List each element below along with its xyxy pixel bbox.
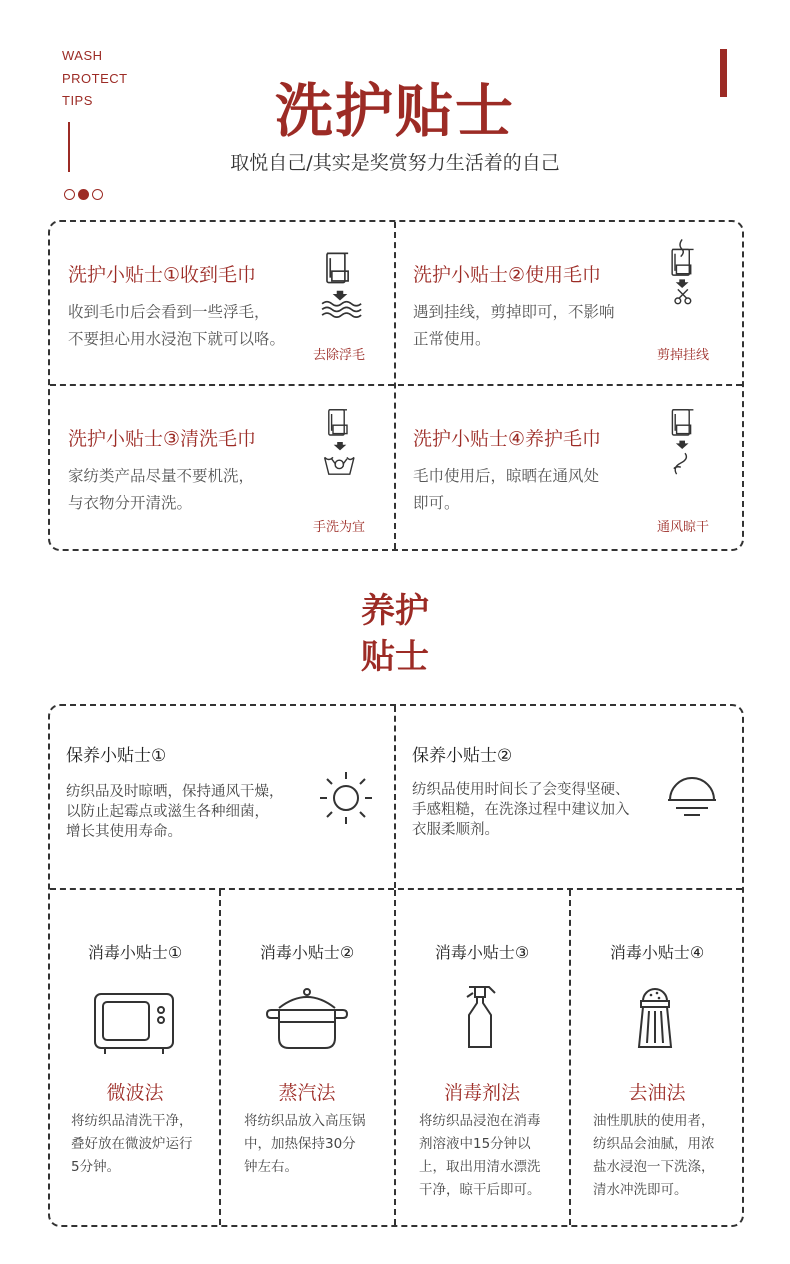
- care-divider-h: [50, 888, 742, 890]
- wash-tip-caption: 去除浮毛: [312, 348, 365, 363]
- disinfect-tip-text: 将纺织品清洗干净， 叠好放在微波炉运行 5分钟。: [71, 1113, 193, 1175]
- wash-tip-caption: 剪掉挂线: [656, 348, 709, 363]
- disinfect-tip-title: 消毒小贴士③: [434, 943, 530, 962]
- dot-active: [78, 189, 89, 200]
- wash-tip-title: 洗护小贴士①收到毛巾: [68, 264, 257, 286]
- care-tip-text: 纺织品使用时间长了会变得坚硬、 手感粗糙，在洗涤过程中建议加入 衣服柔顺剂。: [412, 782, 630, 838]
- care-tip-title: 保养小贴士①: [66, 746, 167, 766]
- side-en-line-2: PROTECT: [62, 70, 128, 86]
- side-en-line-3: TIPS: [62, 93, 93, 108]
- care-tip-text: 纺织品及时晾晒，保持通风干燥， 以防止起霉点或滋生各种细菌， 增长其使用寿命。: [66, 784, 284, 840]
- disinfect-tip-text: 将纺织品放入高压锅 中，加热保持30分 钟左右。: [244, 1113, 366, 1175]
- sun-icon: [318, 770, 374, 826]
- dot: [92, 189, 103, 200]
- wash-divider-h: [50, 384, 742, 386]
- wash-tip-text: 毛巾使用后，晾晒在通风处 即可。: [413, 467, 600, 512]
- sunset-icon: [664, 770, 720, 820]
- disinfect-method: 去油法: [628, 1082, 686, 1104]
- spray-bottle-icon: [463, 983, 503, 1051]
- page-title: 洗护贴士: [274, 77, 515, 145]
- care-section-title: 养护 贴士: [361, 591, 429, 677]
- microwave-icon: [93, 990, 177, 1056]
- wash-tip-text: 遇到挂线，剪掉即可，不影响 正常使用。: [413, 303, 615, 348]
- side-en-line-1: WASH: [62, 48, 103, 63]
- disinfect-tip-text: 将纺织品浸泡在消毒 剂溶液中15分钟以 上，取出用清水漂洗 干净，晾干后即可。: [419, 1113, 541, 1198]
- wash-tip-caption: 通风晾干: [656, 520, 709, 535]
- disinfect-method: 微波法: [106, 1082, 164, 1104]
- towel-water-icon: [310, 250, 370, 320]
- page-subtitle: 取悦自己/其实是奖赏努力生活着的自己: [230, 152, 560, 174]
- disinfect-method: 消毒剂法: [443, 1082, 520, 1104]
- disinfect-method: 蒸汽法: [278, 1082, 336, 1104]
- care-divider-v: [394, 706, 396, 888]
- pot-icon: [265, 986, 349, 1052]
- disinfect-tip-title: 消毒小贴士①: [87, 943, 183, 962]
- towel-handwash-icon: [310, 407, 370, 477]
- dot: [64, 189, 75, 200]
- wash-tip-title: 洗护小贴士④养护毛巾: [413, 428, 602, 450]
- wash-tip-text: 收到毛巾后会看到一些浮毛， 不要担心用水浸泡下就可以咯。: [68, 303, 286, 348]
- towel-wind-icon: [655, 407, 715, 477]
- wash-tip-caption: 手洗为宜: [312, 520, 365, 535]
- salt-shaker-icon: [635, 983, 675, 1051]
- disinfect-tip-text: 油性肌肤的使用者， 纺织品会油腻，用浓 盐水浸泡一下洗涤， 清水冲洗即可。: [593, 1113, 715, 1198]
- disinfect-tip-title: 消毒小贴士②: [259, 943, 355, 962]
- wash-tip-title: 洗护小贴士②使用毛巾: [413, 264, 602, 286]
- disinfect-tip-title: 消毒小贴士④: [609, 943, 705, 962]
- wash-tip-text: 家纺类产品尽量不要机洗， 与衣物分开清洗。: [68, 467, 255, 512]
- care-tip-title: 保养小贴士②: [412, 746, 513, 766]
- pager-dots: [64, 189, 103, 200]
- towel-scissors-icon: [655, 238, 715, 308]
- wash-tip-title: 洗护小贴士③清洗毛巾: [68, 428, 257, 450]
